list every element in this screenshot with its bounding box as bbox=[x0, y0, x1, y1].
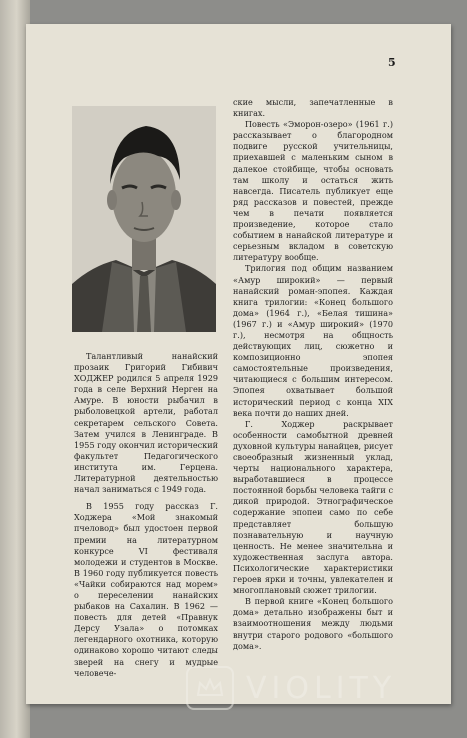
paragraph-first-book: В первой книге «Конец большого дома» детально изображены быт и взаимоотношения между людьми внутри старого родового «большого дома». bbox=[233, 596, 393, 651]
paragraph-culture: Г. Ходжер раскрывает особенности самобытной древней духовной культуры нанайцев, рисует своеобразный жизненный уклад, черты национального характера, выработавшиеся в процессе постоянной борьбы человека тайги с дикой природой. Этнографическое содержание эпопеи само по себе представляет большую познавательную и научную ценность. Не менее значительна и художественная заслуга автора. Психологические характеристики героев ярки и точны, увлекателен и многоплановый сюжет трилогии. bbox=[233, 418, 393, 596]
paragraph-emoron-lake: Повесть «Эморон-озеро» (1961 г.) рассказывает о благородном подвиге русской учительницы, приехавшей с маленьким сыном в далекое стойбище, чтобы основать там школу и остаться жить навсегда. Писатель публикует еще ряд рассказов и повестей, прежде чем в печати появляется произведение, которое стало событием в нанайской литературе и серьезным вкладом в советскую литературу вообще. bbox=[233, 119, 393, 263]
paragraph-early-works: В 1955 году рассказ Г. Ходжера «Мой знакомый пчеловод» был удостоен первой премии на литературном конкурсе VI фестиваля молодежи и студентов в Москве. В 1960 году публикуется повесть «Чайки собираются над морем» о переселении нанайских рыбаков на Сахалин. В 1962 — повесть для детей «Правнук Дерсу Узала» о потомках легендарного охотника, которую одинаково хорошо читают следы зверей на снегу и мудрые человече- bbox=[74, 501, 218, 678]
watermark-text: VIOLITY bbox=[246, 670, 397, 706]
author-portrait-image bbox=[72, 106, 216, 332]
author-portrait-photo bbox=[72, 106, 216, 332]
left-text-column bbox=[74, 351, 218, 679]
crown-icon bbox=[186, 666, 234, 710]
paragraph-continuation: ские мысли, запечатленные в книгах. bbox=[233, 97, 393, 119]
page-number: 5 bbox=[388, 56, 396, 69]
paragraph-trilogy: Трилогия под общим названием «Амур широкий» — первый нанайский роман-эпопея. Каждая книга трилогии: «Конец большого дома» (1964 г.), «Белая тишина» (1967 г.) и «Амур широкий» (1970 г.), несмотря на общность действующих лиц, сюжетно и композиционно эпопея самостоятельные произведения, читающиеся с большим интересом. Эпопея охватывает большой исторический период с конца XIX века почти до наших дней. bbox=[233, 263, 393, 418]
violity-watermark bbox=[186, 664, 448, 712]
right-text-column bbox=[233, 97, 393, 652]
paragraph-author-bio: Талантливый нанайский прозаик Григорий Гибивич ХОДЖЕР родился 5 апреля 1929 года в селе Верхний Нерген на Амуре. В юности рыбачил в рыболовецкой артели, работал секретарем сельского Совета. Затем учился в Ленинграде. В 1955 году окончил исторический факультет Педагогического института им. Герцена. Литературной деятельностью начал заниматься с 1949 года. bbox=[74, 351, 218, 495]
